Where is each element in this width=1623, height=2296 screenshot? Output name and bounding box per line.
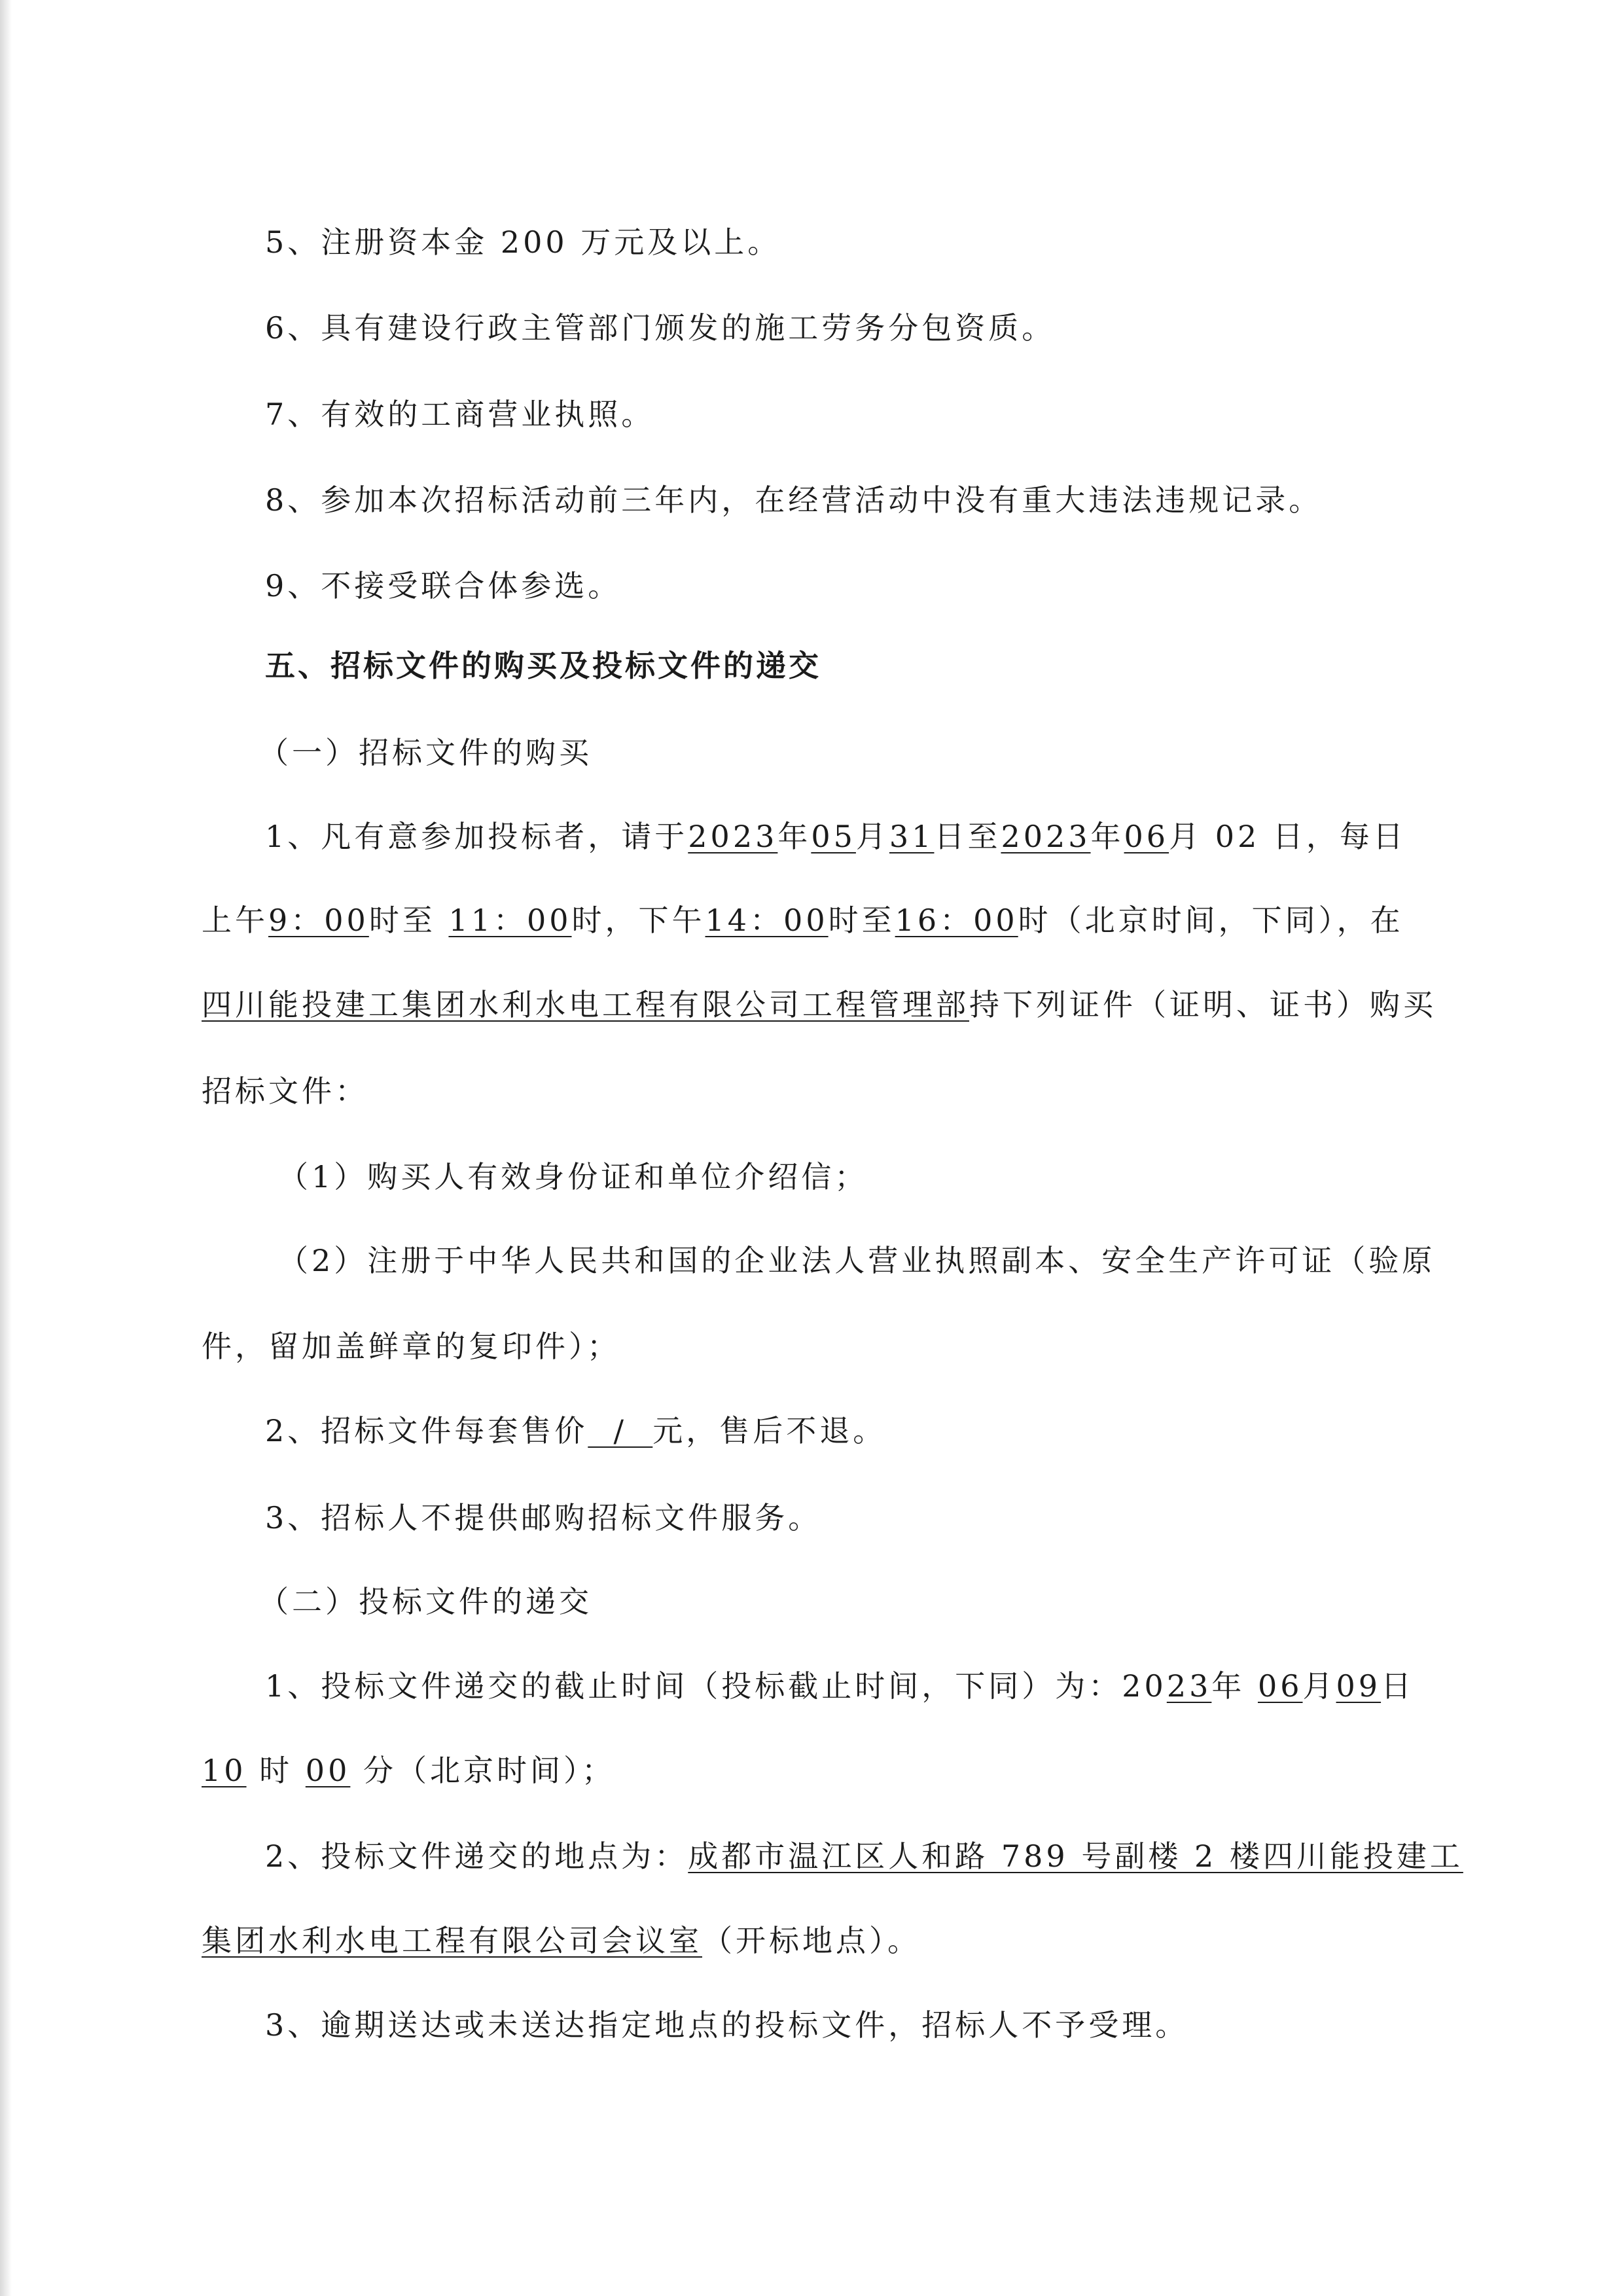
afternoon-end-time: 16：00	[895, 903, 1018, 938]
subsection-heading-submission: （二）投标文件的递交	[259, 1584, 592, 1619]
end-month: 06	[1124, 819, 1169, 854]
location-para-line-1: 2、投标文件递交的地点为：成都市温江区人和路 789 号副楼 2 楼四川能投建工	[265, 1839, 1463, 1874]
item-5: 5、注册资本金 200 万元及以上。	[265, 224, 781, 260]
deadline-month: 06	[1257, 1668, 1303, 1704]
price-para: 2、招标文件每套售价 / 元，售后不退。	[265, 1413, 887, 1448]
item-7: 7、有效的工商营业执照。	[265, 397, 655, 432]
deadline-minute: 00	[305, 1753, 351, 1788]
late-submission-para: 3、逾期送达或未送达指定地点的投标文件，招标人不予受理。	[265, 2007, 1189, 2043]
scan-edge-shadow	[0, 0, 12, 2296]
morning-end-time: 11：00	[448, 903, 572, 938]
submission-address-part-2: 集团水利水电工程有限公司会议室	[202, 1923, 702, 1958]
no-mail-para: 3、招标人不提供邮购招标文件服务。	[265, 1500, 822, 1535]
item-8: 8、参加本次招标活动前三年内，在经营活动中没有重大违法违规记录。	[265, 482, 1323, 518]
deadline-hour: 10	[202, 1753, 247, 1788]
required-doc-1: （1）购买人有效身份证和单位介绍信；	[278, 1159, 868, 1194]
afternoon-start-time: 14：00	[705, 903, 829, 938]
start-day: 31	[889, 819, 935, 854]
morning-start-time: 9：00	[268, 903, 369, 938]
submission-address-part-1: 成都市温江区人和路 789 号副楼 2 楼四川能投建工	[688, 1839, 1463, 1874]
section-heading: 五、招标文件的购买及投标文件的递交	[265, 648, 821, 683]
start-year: 2023	[688, 819, 778, 854]
required-doc-2-line-1: （2）注册于中华人民共和国的企业法人营业执照副本、安全生产许可证（验原	[278, 1243, 1436, 1278]
deadline-day: 09	[1336, 1668, 1382, 1704]
end-year: 2023	[1001, 819, 1091, 854]
purchase-location: 四川能投建工集团水利水电工程有限公司工程管理部	[202, 987, 969, 1022]
item-6: 6、具有建设行政主管部门颁发的施工劳务分包资质。	[265, 310, 1056, 346]
item-9: 9、不接受联合体参选。	[265, 568, 622, 603]
deadline-year-suffix: 23	[1166, 1668, 1212, 1704]
start-month: 05	[811, 819, 856, 854]
deadline-para-line-1: 1、投标文件递交的截止时间（投标截止时间，下同）为：2023年 06月09日	[265, 1668, 1415, 1704]
purchase-para-line-2: 上午9：00时至 11：00时，下午14：00时至16：00时（北京时间，下同），在	[202, 903, 1404, 938]
location-para-line-2: 集团水利水电工程有限公司会议室（开标地点）。	[202, 1923, 921, 1958]
purchase-para-line-1: 1、凡有意参加投标者，请于2023年05月31日至2023年06月 02 日，每日	[265, 819, 1406, 854]
purchase-para-line-4: 招标文件：	[202, 1073, 368, 1109]
price-value: /	[588, 1413, 653, 1448]
purchase-para-line-3: 四川能投建工集团水利水电工程有限公司工程管理部持下列证件（证明、证书）购买	[202, 987, 1436, 1022]
subsection-heading-purchase: （一）招标文件的购买	[259, 735, 592, 770]
required-doc-2-line-2: 件，留加盖鲜章的复印件）；	[202, 1329, 620, 1364]
deadline-para-line-2: 10 时 00 分（北京时间）；	[202, 1753, 615, 1788]
